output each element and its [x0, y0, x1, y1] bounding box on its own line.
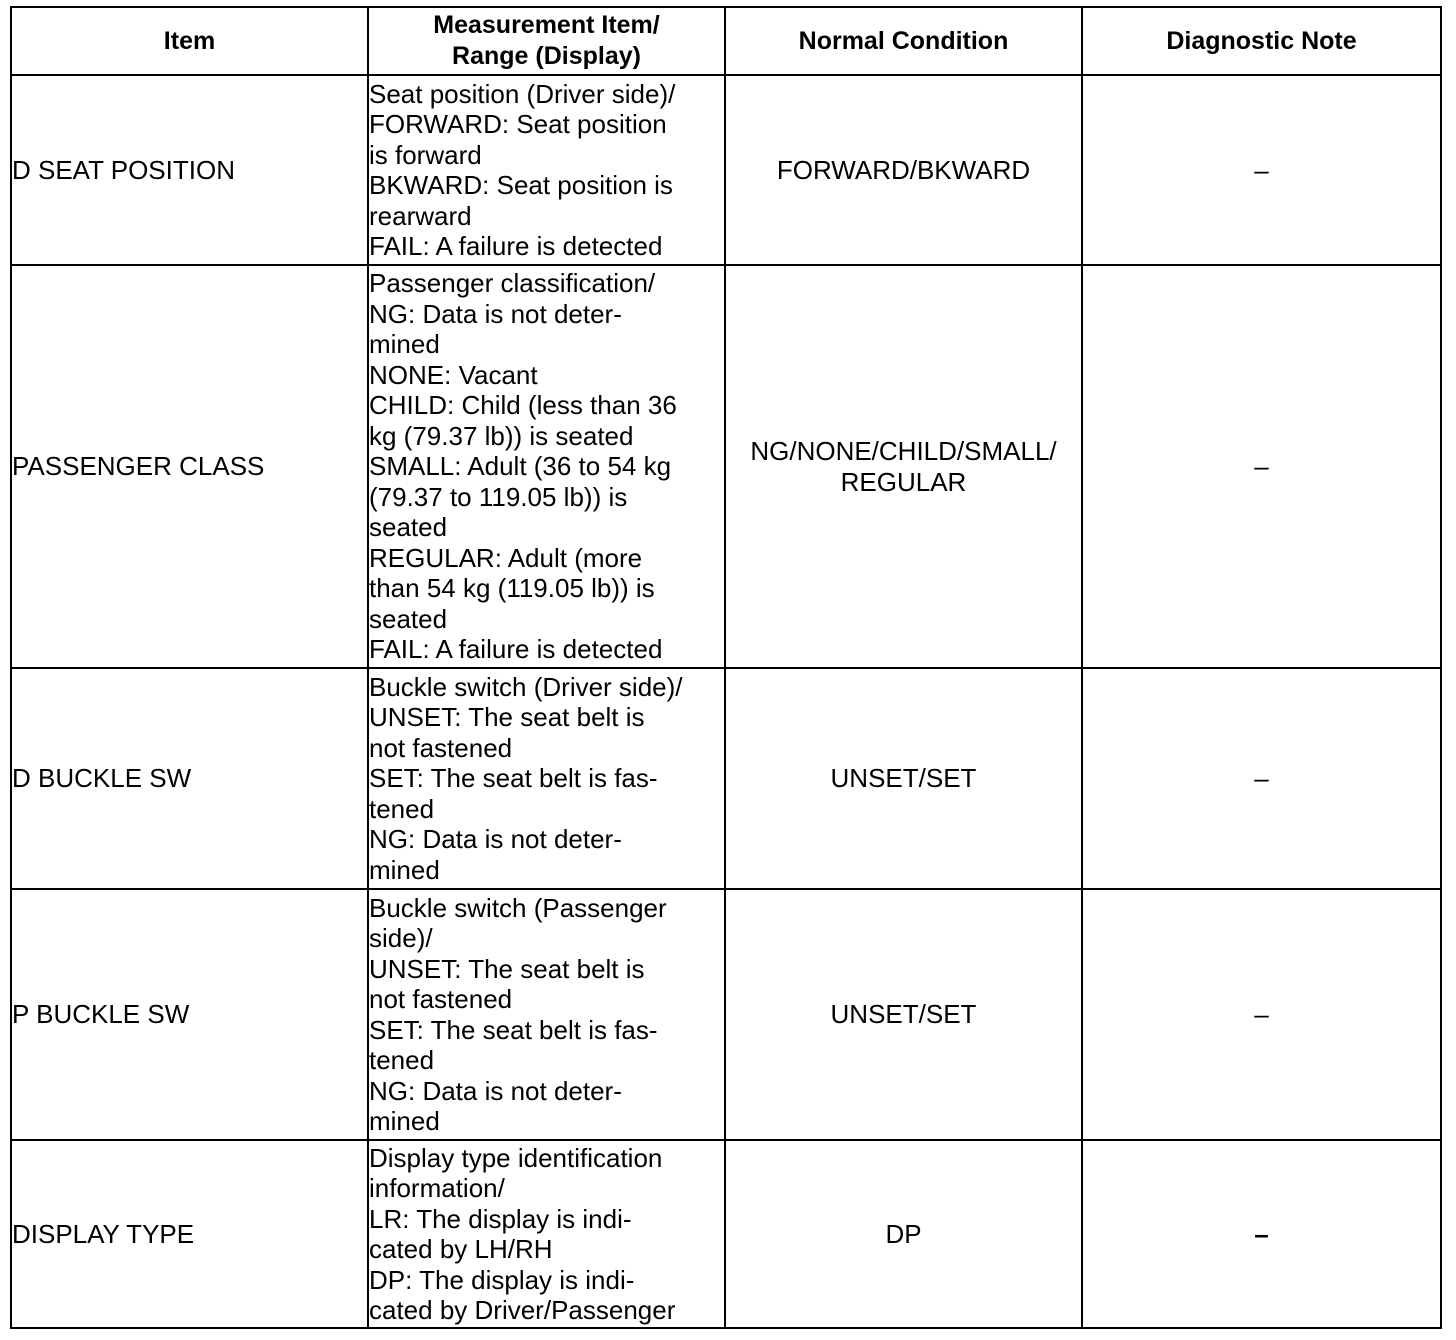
cell-diagnostic-note: [1082, 668, 1441, 889]
table-row: [11, 265, 1441, 668]
cell-normal-condition: [725, 889, 1082, 1140]
cell-normal-condition: [725, 75, 1082, 265]
measurement-line: FAIL: A failure is detected: [369, 634, 663, 665]
note-dash: –: [1254, 999, 1269, 1030]
measurement-line: mined: [369, 1106, 440, 1136]
measurement-line: is forward: [369, 139, 482, 170]
header-measurement: [368, 7, 725, 75]
measurement-line: kg (79.37 lb)) is seated: [369, 420, 634, 451]
cell-normal-condition: [725, 265, 1082, 668]
normal-condition-line: REGULAR: [840, 466, 967, 497]
measurement-line: FORWARD: Seat position: [369, 109, 667, 139]
measurement-line: CHILD: Child (less than 36: [369, 390, 677, 421]
measurement-line: seated: [369, 603, 448, 634]
cell-measurement: [368, 1140, 725, 1328]
cell-measurement: [368, 75, 725, 265]
header-diagnostic-note: Diagnostic Note: [1082, 7, 1441, 75]
header-normal-condition: Normal Condition: [725, 7, 1082, 75]
data-monitor-table: [10, 6, 1442, 1329]
measurement-line: NONE: Vacant: [369, 359, 538, 390]
header-measurement-line1: Measurement Item/: [433, 11, 660, 39]
note-dash: –: [1254, 1218, 1269, 1249]
note-dash: –: [1254, 451, 1269, 482]
cell-item: D BUCKLE SW: [11, 668, 368, 889]
table-row: [11, 889, 1441, 1140]
normal-condition-line: DP: [885, 1218, 922, 1249]
cell-measurement: [368, 265, 725, 668]
measurement-line: DP: The display is indi-: [369, 1264, 635, 1295]
cell-diagnostic-note: [1082, 265, 1441, 668]
cell-diagnostic-note: [1082, 889, 1441, 1140]
measurement-line: Passenger classification/: [369, 268, 656, 299]
cell-item: P BUCKLE SW: [11, 889, 368, 1140]
measurement-line: SET: The seat belt is fas-: [369, 1014, 658, 1045]
measurement-line: mined: [369, 854, 440, 885]
measurement-line: (79.37 to 119.05 lb)) is: [369, 481, 628, 512]
cell-diagnostic-note: [1082, 75, 1441, 265]
measurement-line: Seat position (Driver side)/: [369, 78, 676, 109]
header-item: Item: [11, 7, 368, 75]
measurement-line: not fastened: [369, 732, 513, 763]
measurement-line: than 54 kg (119.05 lb)) is: [369, 573, 655, 604]
cell-normal-condition: [725, 1140, 1082, 1328]
measurement-line: mined: [369, 329, 440, 360]
table-row: [11, 75, 1441, 265]
measurement-line: FAIL: A failure is detected: [369, 231, 663, 261]
normal-condition-line: UNSET/SET: [830, 999, 977, 1030]
table-row: [11, 1140, 1441, 1328]
measurement-line: REGULAR: Adult (more: [369, 542, 643, 573]
measurement-line: NG: Data is not deter-: [369, 298, 622, 329]
measurement-line: NG: Data is not deter-: [369, 824, 622, 855]
cell-measurement: [368, 668, 725, 889]
measurement-line: Display type identification: [369, 1142, 663, 1173]
cell-measurement: [368, 889, 725, 1140]
measurement-line: UNSET: The seat belt is: [369, 702, 645, 733]
measurement-line: side)/: [369, 923, 433, 953]
header-measurement-line2: Range (Display): [452, 42, 641, 70]
measurement-line: cated by Driver/Passenger: [369, 1295, 676, 1325]
measurement-line: SET: The seat belt is fas-: [369, 763, 658, 794]
measurement-line: UNSET: The seat belt is: [369, 953, 645, 984]
normal-condition-line: UNSET/SET: [830, 763, 977, 794]
measurement-line: Buckle switch (Passenger: [369, 892, 667, 923]
measurement-line: rearward: [369, 200, 472, 231]
measurement-line: LR: The display is indi-: [369, 1203, 632, 1234]
measurement-line: tened: [369, 1045, 435, 1075]
measurement-line: information/: [369, 1173, 505, 1203]
measurement-line: Buckle switch (Driver side)/: [369, 671, 683, 702]
measurement-line: BKWARD: Seat position is: [369, 170, 673, 200]
measurement-line: NG: Data is not deter-: [369, 1075, 622, 1106]
note-dash: –: [1254, 763, 1269, 794]
note-dash: –: [1254, 154, 1269, 185]
cell-diagnostic-note: [1082, 1140, 1441, 1328]
measurement-line: SMALL: Adult (36 to 54 kg: [369, 451, 672, 482]
normal-condition-line: NG/NONE/CHILD/SMALL/: [750, 436, 1057, 466]
normal-condition-line: FORWARD/BKWARD: [776, 154, 1031, 185]
measurement-line: tened: [369, 793, 435, 824]
cell-item: PASSENGER CLASS: [11, 265, 368, 668]
measurement-line: not fastened: [369, 984, 513, 1014]
measurement-line: seated: [369, 512, 448, 543]
cell-item: D SEAT POSITION: [11, 75, 368, 265]
cell-item: DISPLAY TYPE: [11, 1140, 368, 1328]
cell-normal-condition: [725, 668, 1082, 889]
table-row: [11, 668, 1441, 889]
measurement-line: cated by LH/RH: [369, 1234, 553, 1264]
header-row: [11, 7, 1441, 75]
